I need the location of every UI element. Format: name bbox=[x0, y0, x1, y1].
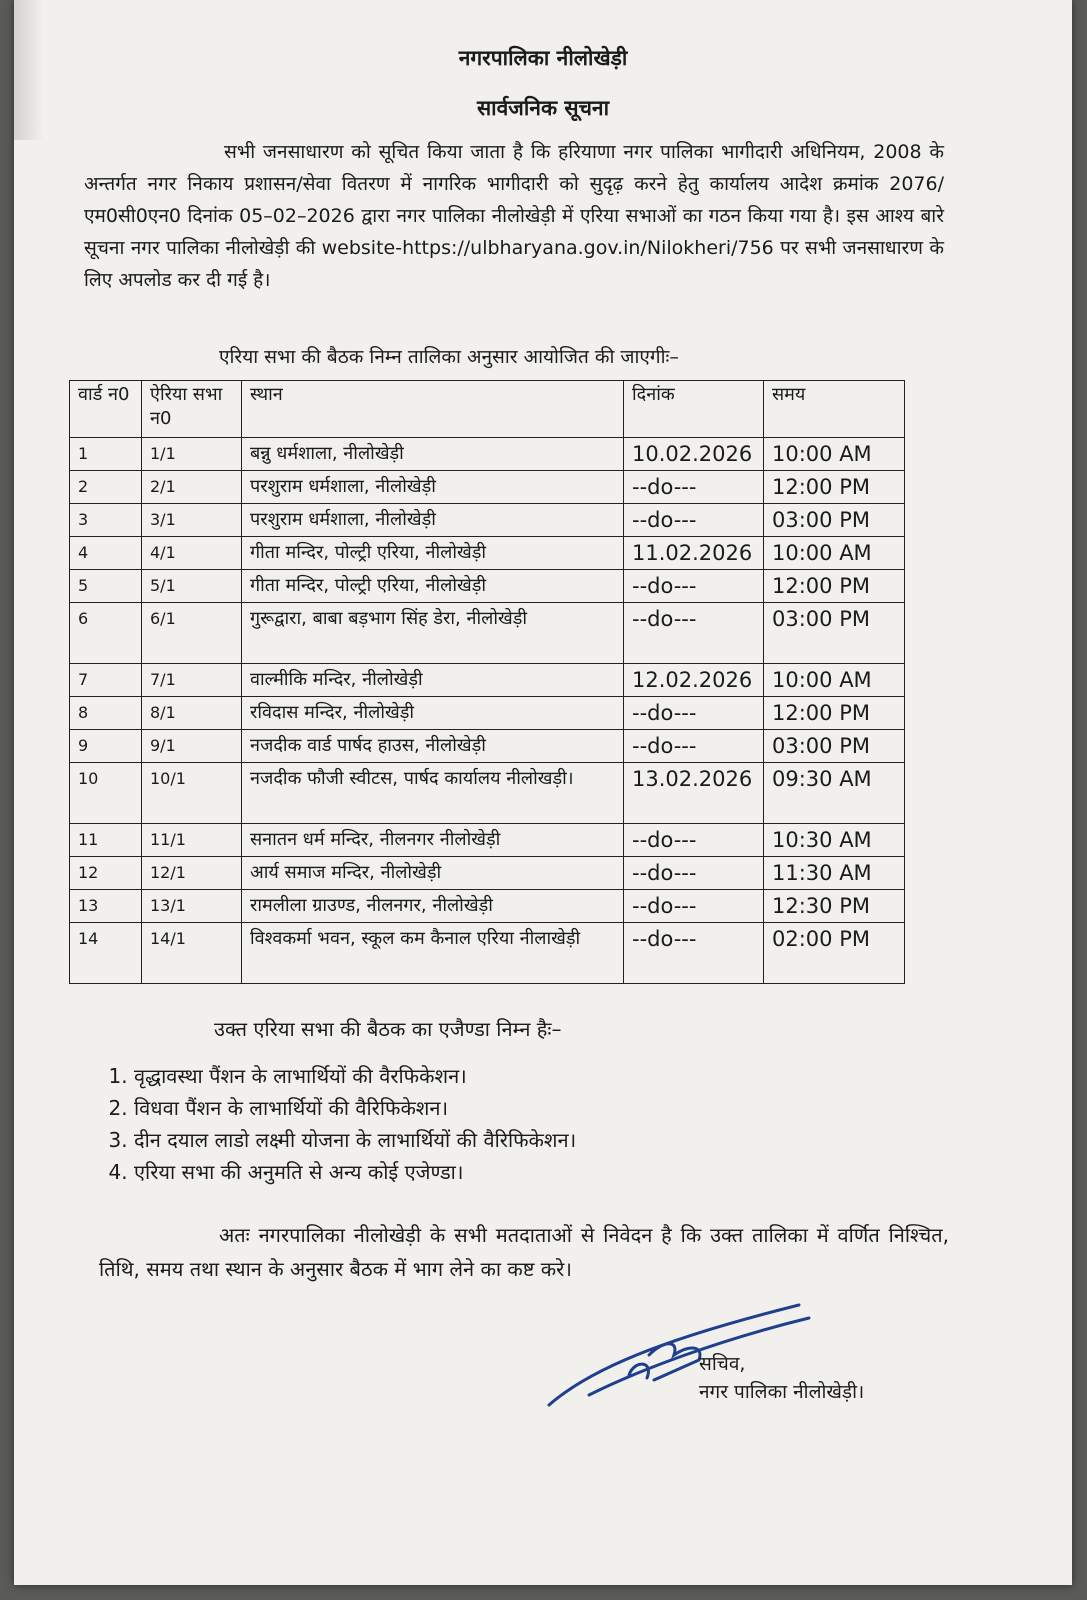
date-cell: 11.02.2026 bbox=[624, 537, 764, 570]
signature-office: नगर पालिका नीलोखेड़ी। bbox=[699, 1381, 865, 1403]
ward-cell: 10 bbox=[70, 763, 142, 824]
header-date: दिनांक bbox=[624, 381, 764, 438]
notice-title: सार्वजनिक सूचना bbox=[476, 96, 610, 120]
table-row bbox=[70, 824, 905, 857]
area-sabha-cell: 12/1 bbox=[142, 857, 242, 890]
date-cell: --do--- bbox=[624, 857, 764, 890]
date-cell: --do--- bbox=[624, 471, 764, 504]
ward-cell: 1 bbox=[70, 438, 142, 471]
place-cell: विश्वकर्मा भवन, स्कूल कम कैनाल एरिया नीलाखेड़ी bbox=[242, 923, 624, 984]
place-cell: आर्य समाज मन्दिर, नीलोखेड़ी bbox=[242, 857, 624, 890]
place-cell: परशुराम धर्मशाला, नीलोखेड़ी bbox=[242, 504, 624, 537]
table-row bbox=[70, 537, 905, 570]
area-sabha-cell: 3/1 bbox=[142, 504, 242, 537]
notice-page bbox=[14, 0, 1072, 1585]
table-row bbox=[70, 664, 905, 697]
schedule-table bbox=[69, 380, 905, 984]
agenda-list bbox=[104, 1060, 576, 1188]
ward-cell: 12 bbox=[70, 857, 142, 890]
table-row bbox=[70, 603, 905, 664]
table-intro: एरिया सभा की बैठक निम्न तालिका अनुसार आयोजित की जाएगीः– bbox=[219, 346, 679, 368]
ward-cell: 5 bbox=[70, 570, 142, 603]
place-cell: गीता मन्दिर, पोल्ट्री एरिया, नीलोखेड़ी bbox=[242, 537, 624, 570]
ward-cell: 4 bbox=[70, 537, 142, 570]
ward-cell: 13 bbox=[70, 890, 142, 923]
table-row bbox=[70, 857, 905, 890]
time-cell: 11:30 AM bbox=[764, 857, 905, 890]
date-cell: --do--- bbox=[624, 923, 764, 984]
ward-cell: 7 bbox=[70, 664, 142, 697]
time-cell: 10:00 AM bbox=[764, 438, 905, 471]
area-sabha-cell: 14/1 bbox=[142, 923, 242, 984]
time-cell: 10:30 AM bbox=[764, 824, 905, 857]
place-cell: गुरूद्वारा, बाबा बड़भाग सिंह डेरा, नीलोखेड़ी bbox=[242, 603, 624, 664]
table-row bbox=[70, 890, 905, 923]
date-cell: --do--- bbox=[624, 824, 764, 857]
time-cell: 12:30 PM bbox=[764, 890, 905, 923]
date-cell: --do--- bbox=[624, 570, 764, 603]
time-cell: 03:00 PM bbox=[764, 504, 905, 537]
area-sabha-cell: 7/1 bbox=[142, 664, 242, 697]
table-row bbox=[70, 730, 905, 763]
agenda-item: 1. वृद्धावस्था पैंशन के लाभार्थियों की वैरफिकेशन। bbox=[134, 1060, 576, 1092]
notice-paragraph: सभी जनसाधारण को सूचित किया जाता है कि हरियाणा नगर पालिका भागीदारी अधिनियम, 2008 के अन्तर्गत नगर निकाय प्रशासन/सेवा वितरण में नागरिक भागीदारी को सुदृढ़ करने हेतु कार्यालय आदेश क्रमांक 2076/एम0सी0एन0 दिनांक 05–02–2026 द्वारा नगर पालिका नीलोखेड़ी में एरिया सभाओं का गठन किया गया है। इस आश्य बारे सूचना नगर पालिका नीलोखेड़ी की website-https://ulbharyana.gov.in/Nilokheri/756 पर सभी जनसाधारण के लिए अपलोड कर दी गई है। bbox=[84, 141, 944, 291]
agenda-item: 3. दीन दयाल लाडो लक्ष्मी योजना के लाभार्थियों की वैरिफिकेशन। bbox=[134, 1124, 576, 1156]
area-sabha-cell: 6/1 bbox=[142, 603, 242, 664]
table-row bbox=[70, 570, 905, 603]
ward-cell: 3 bbox=[70, 504, 142, 537]
time-cell: 12:00 PM bbox=[764, 471, 905, 504]
place-cell: परशुराम धर्मशाला, नीलोखेड़ी bbox=[242, 471, 624, 504]
date-cell: --do--- bbox=[624, 730, 764, 763]
area-sabha-cell: 5/1 bbox=[142, 570, 242, 603]
place-cell: वाल्मीकि मन्दिर, नीलोखेड़ी bbox=[242, 664, 624, 697]
time-cell: 03:00 PM bbox=[764, 603, 905, 664]
place-cell: रामलीला ग्राउण्ड, नीलनगर, नीलोखेड़ी bbox=[242, 890, 624, 923]
area-sabha-cell: 1/1 bbox=[142, 438, 242, 471]
area-sabha-cell: 8/1 bbox=[142, 697, 242, 730]
place-cell: गीता मन्दिर, पोल्ट्री एरिया, नीलोखेड़ी bbox=[242, 570, 624, 603]
header-ward: वार्ड न0 bbox=[70, 381, 142, 438]
time-cell: 02:00 PM bbox=[764, 923, 905, 984]
date-cell: 12.02.2026 bbox=[624, 664, 764, 697]
date-cell: --do--- bbox=[624, 890, 764, 923]
agenda-item: 2. विधवा पैंशन के लाभार्थियों की वैरिफिकेशन। bbox=[134, 1092, 576, 1124]
date-cell: --do--- bbox=[624, 504, 764, 537]
office-heading: नगरपालिका नीलोखेड़ी bbox=[458, 46, 628, 70]
header-time: समय bbox=[764, 381, 905, 438]
signature-designation: सचिव, bbox=[699, 1353, 746, 1375]
date-cell: --do--- bbox=[624, 603, 764, 664]
header-area-sabha: ऐरिया सभा न0 bbox=[142, 381, 242, 438]
place-cell: नजदीक वार्ड पार्षद हाउस, नीलोखेड़ी bbox=[242, 730, 624, 763]
time-cell: 12:00 PM bbox=[764, 570, 905, 603]
table-row bbox=[70, 504, 905, 537]
time-cell: 12:00 PM bbox=[764, 697, 905, 730]
date-cell: --do--- bbox=[624, 697, 764, 730]
date-cell: 10.02.2026 bbox=[624, 438, 764, 471]
date-cell: 13.02.2026 bbox=[624, 763, 764, 824]
time-cell: 09:30 AM bbox=[764, 763, 905, 824]
area-sabha-cell: 11/1 bbox=[142, 824, 242, 857]
header-place: स्थान bbox=[242, 381, 624, 438]
area-sabha-cell: 2/1 bbox=[142, 471, 242, 504]
place-cell: रविदास मन्दिर, नीलोखेड़ी bbox=[242, 697, 624, 730]
place-cell: नजदीक फौजी स्वीटस, पार्षद कार्यालय नीलोखड़ी। bbox=[242, 763, 624, 824]
table-row bbox=[70, 763, 905, 824]
place-cell: सनातन धर्म मन्दिर, नीलनगर नीलोखेड़ी bbox=[242, 824, 624, 857]
ward-cell: 8 bbox=[70, 697, 142, 730]
area-sabha-cell: 4/1 bbox=[142, 537, 242, 570]
time-cell: 03:00 PM bbox=[764, 730, 905, 763]
agenda-item: 4. एरिया सभा की अनुमति से अन्य कोई एजेण्डा। bbox=[134, 1156, 576, 1188]
table-row bbox=[70, 471, 905, 504]
time-cell: 10:00 AM bbox=[764, 664, 905, 697]
area-sabha-cell: 13/1 bbox=[142, 890, 242, 923]
ward-cell: 11 bbox=[70, 824, 142, 857]
ward-cell: 9 bbox=[70, 730, 142, 763]
time-cell: 10:00 AM bbox=[764, 537, 905, 570]
table-row bbox=[70, 923, 905, 984]
ward-cell: 6 bbox=[70, 603, 142, 664]
area-sabha-cell: 9/1 bbox=[142, 730, 242, 763]
agenda-intro: उक्त एरिया सभा की बैठक का एजैण्डा निम्न हैः– bbox=[214, 1017, 562, 1041]
ward-cell: 14 bbox=[70, 923, 142, 984]
ward-cell: 2 bbox=[70, 471, 142, 504]
closing-paragraph: अतः नगरपालिका नीलोखेड़ी के सभी मतदाताओं से निवेदन है कि उक्त तालिका में वर्णित निश्चित, तिथि, समय तथा स्थान के अनुसार बैठक में भाग लेने का कष्ट करे। bbox=[99, 1223, 949, 1281]
place-cell: बन्नु धर्मशाला, नीलोखेड़ी bbox=[242, 438, 624, 471]
area-sabha-cell: 10/1 bbox=[142, 763, 242, 824]
table-row bbox=[70, 438, 905, 471]
table-row bbox=[70, 697, 905, 730]
table-header-row bbox=[70, 381, 905, 438]
